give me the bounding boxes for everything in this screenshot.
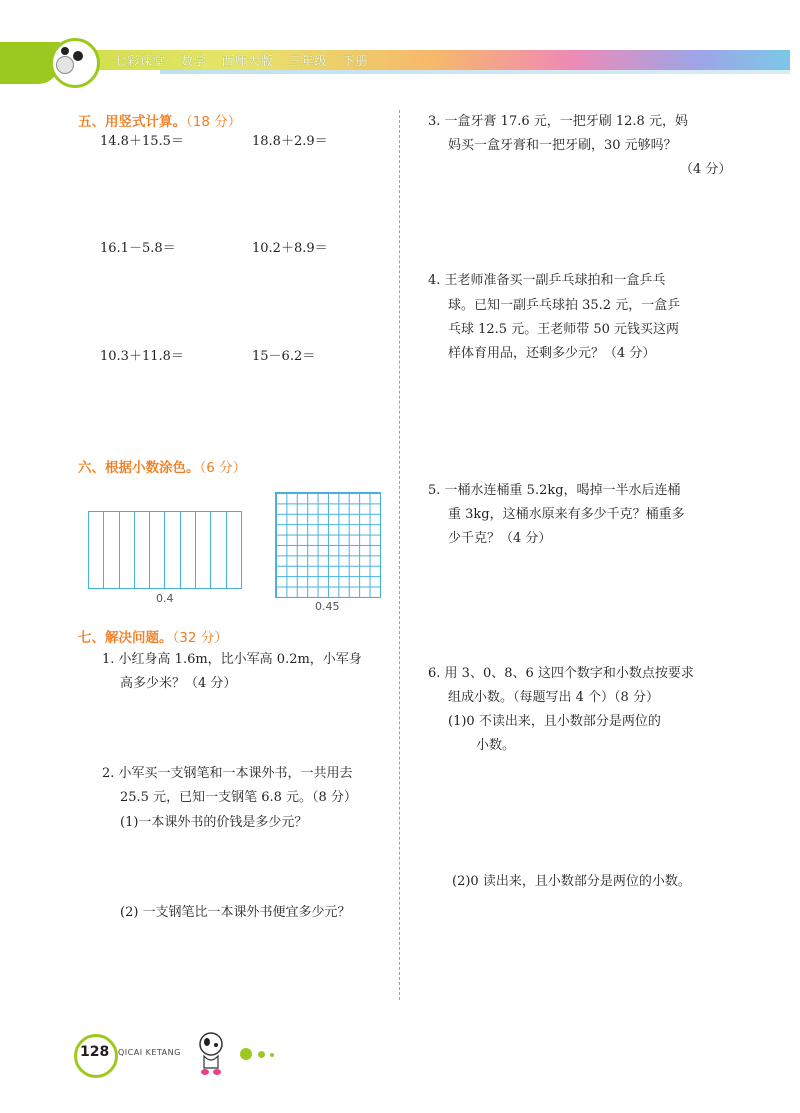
problem-4-line: 球。已知一副乒乓球拍 35.2 元，一盒乒 <box>448 298 681 313</box>
calc-problem: 10.2＋8.9＝ <box>252 241 328 256</box>
mascot-ball-icon <box>56 56 74 74</box>
footer-brand: QICAI KETANG <box>118 1048 181 1057</box>
footer-dot-icon <box>258 1051 265 1058</box>
hundredths-grid[interactable] <box>275 492 381 598</box>
section6-heading <box>78 456 246 476</box>
page-number: 128 <box>80 1044 110 1060</box>
problem-1-line: 高多少米？（4 分） <box>120 676 237 691</box>
problem-4-line: 4. 王老师准备买一副乒乓球拍和一盒乒乓 <box>428 273 666 288</box>
section7-title: 七、解决问题。 <box>78 630 173 646</box>
problem-2-line: (2) 一支钢笔比一本课外书便宜多少元？ <box>120 905 351 920</box>
problem-5-line: 5. 一桶水连桶重 5.2kg，喝掉一半水后连桶 <box>428 483 681 498</box>
tenths-grid[interactable] <box>88 511 242 589</box>
problem-5-line: 重 3kg，这桶水原来有多少千克？桶重多 <box>448 507 685 522</box>
header-subject: 数学 <box>180 54 207 68</box>
problem-6-line: (2)0 读出来，且小数部分是两位的小数。 <box>452 874 691 889</box>
hundredths-grid-label: 0.45 <box>315 600 340 613</box>
problem-6-line: 6. 用 3、0、8、6 这四个数字和小数点按要求 <box>428 666 694 681</box>
problem-3-line: （4 分） <box>680 162 732 177</box>
header-edition: 西师大版 <box>221 54 274 68</box>
problem-6-line: 组成小数。（每题写出 4 个）（8 分） <box>448 690 659 705</box>
section6-title: 六、根据小数涂色。 <box>78 460 200 476</box>
section7-points: （32 分） <box>172 630 228 646</box>
section6-points: （6 分） <box>199 460 247 476</box>
problem-2-line: 25.5 元，已知一支钢笔 6.8 元。（8 分） <box>120 790 357 805</box>
header-brand: 七彩课堂 <box>114 54 167 68</box>
section5-heading <box>78 110 241 130</box>
problem-1-line: 1. 小红身高 1.6m，比小军高 0.2m，小军身 <box>102 652 362 667</box>
tenths-grid-label: 0.4 <box>156 592 174 605</box>
header-volume: 下册 <box>342 54 369 68</box>
problem-3-line: 3. 一盒牙膏 17.6 元，一把牙刷 12.8 元，妈 <box>428 114 688 129</box>
calc-problem: 14.8＋15.5＝ <box>100 134 184 149</box>
problem-2-line: 2. 小军买一支钢笔和一本课外书，一共用去 <box>102 766 353 781</box>
problem-3-line: 妈买一盒牙膏和一把牙刷，30 元够吗？ <box>448 138 677 153</box>
problem-2-line: (1)一本课外书的价钱是多少元？ <box>120 815 308 830</box>
problem-6-line: (1)0 不读出来，且小数部分是两位的 <box>448 714 661 729</box>
calc-problem: 18.8＋2.9＝ <box>252 134 328 149</box>
header-underline-bar <box>160 70 790 74</box>
section5-points: （18 分） <box>186 114 242 130</box>
footer-dot-icon <box>240 1048 252 1060</box>
footer-mascot-icon <box>196 1030 226 1076</box>
header-grade: 三年级 <box>288 54 328 68</box>
footer-dot-icon <box>270 1053 274 1057</box>
calc-problem: 15－6.2＝ <box>252 349 316 364</box>
problem-4-line: 乓球 12.5 元。王老师带 50 元钱买这两 <box>448 322 680 337</box>
problem-4-line: 样体育用品，还剩多少元？（4 分） <box>448 346 656 361</box>
calc-problem: 10.3＋11.8＝ <box>100 349 184 364</box>
column-divider <box>399 110 400 1000</box>
header-title <box>114 52 378 69</box>
problem-5-line: 少千克？（4 分） <box>448 531 552 546</box>
section7-heading <box>78 626 228 646</box>
problem-6-line: 小数。 <box>476 738 516 753</box>
calc-problem: 16.1－5.8＝ <box>100 241 176 256</box>
section5-title: 五、用竖式计算。 <box>78 114 186 130</box>
